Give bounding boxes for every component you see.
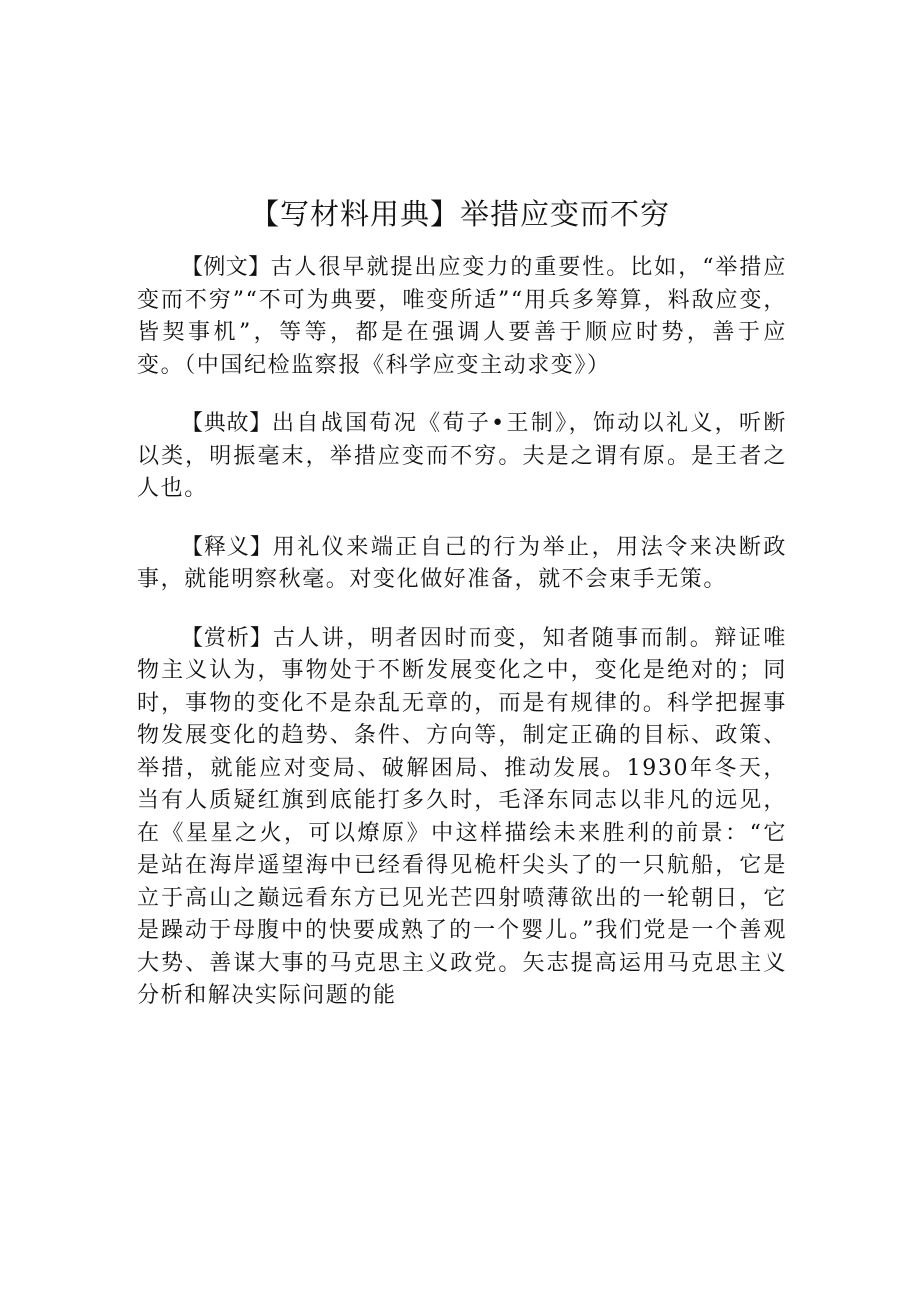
paragraph-allusion [137,408,787,506]
paragraph-text: 出自战国荀况《荀子•王制》，饰动以礼义，听断以类，明振毫末，举措应变而不穷。夫是之谓有原。是王者之人也。 [137,411,787,501]
paragraph-example [137,252,787,382]
paragraph-appreciation [137,623,787,1013]
paragraph-text: 用礼仪来端正自己的行为举止，用法令来决断政事，就能明察秋毫。对变化做好准备，就不会束手无策。 [137,534,787,592]
paragraph-label: 【释义】 [181,534,273,560]
document-body [137,252,787,1039]
document-title: 【写材料用典】举措应变而不穷 [249,197,670,231]
paragraph-text: 古人讲，明者因时而变，知者随事而制。辩证唯物主义认为，事物处于不断发展变化之中，变化是绝对的；同时，事物的变化不是杂乱无章的，而是有规律的。科学把握事物发展变化的趋势、条件、方向等，制定正确的目标、政策、举措，就能应对变局、破解困局、推动发展。1930年冬天，当有人质疑红旗到底能打多久时，毛泽东同志以非凡的远见，在《星星之火，可以燎原》中这样描绘未来胜利的前景：“它是站在海岸遥望海中已经看得见桅杆尖头了的一只航船，它是立于高山之巅远看东方已见光芒四射喷薄欲出的一轮朝日，它是躁动于母腹中的快要成熟了的一个婴儿。”我们党是一个善观大势、善谋大事的马克思主义政党。矢志提高运用马克思主义分析和解决实际问题的能 [137,625,787,1008]
paragraph-label: 【赏析】 [181,625,273,651]
paragraph-interpretation [137,532,787,597]
paragraph-label: 【典故】 [181,411,273,436]
paragraph-text: 古人很早就提出应变力的重要性。比如，“举措应变而不穷”“不可为典要，唯变所适”“用兵多筹算，料敌应变，皆契事机”，等等，都是在强调人要善于顺应时势，善于应变。（中国纪检监察报《科学应变主动求变》） [137,255,787,378]
paragraph-label: 【例文】 [181,255,271,280]
